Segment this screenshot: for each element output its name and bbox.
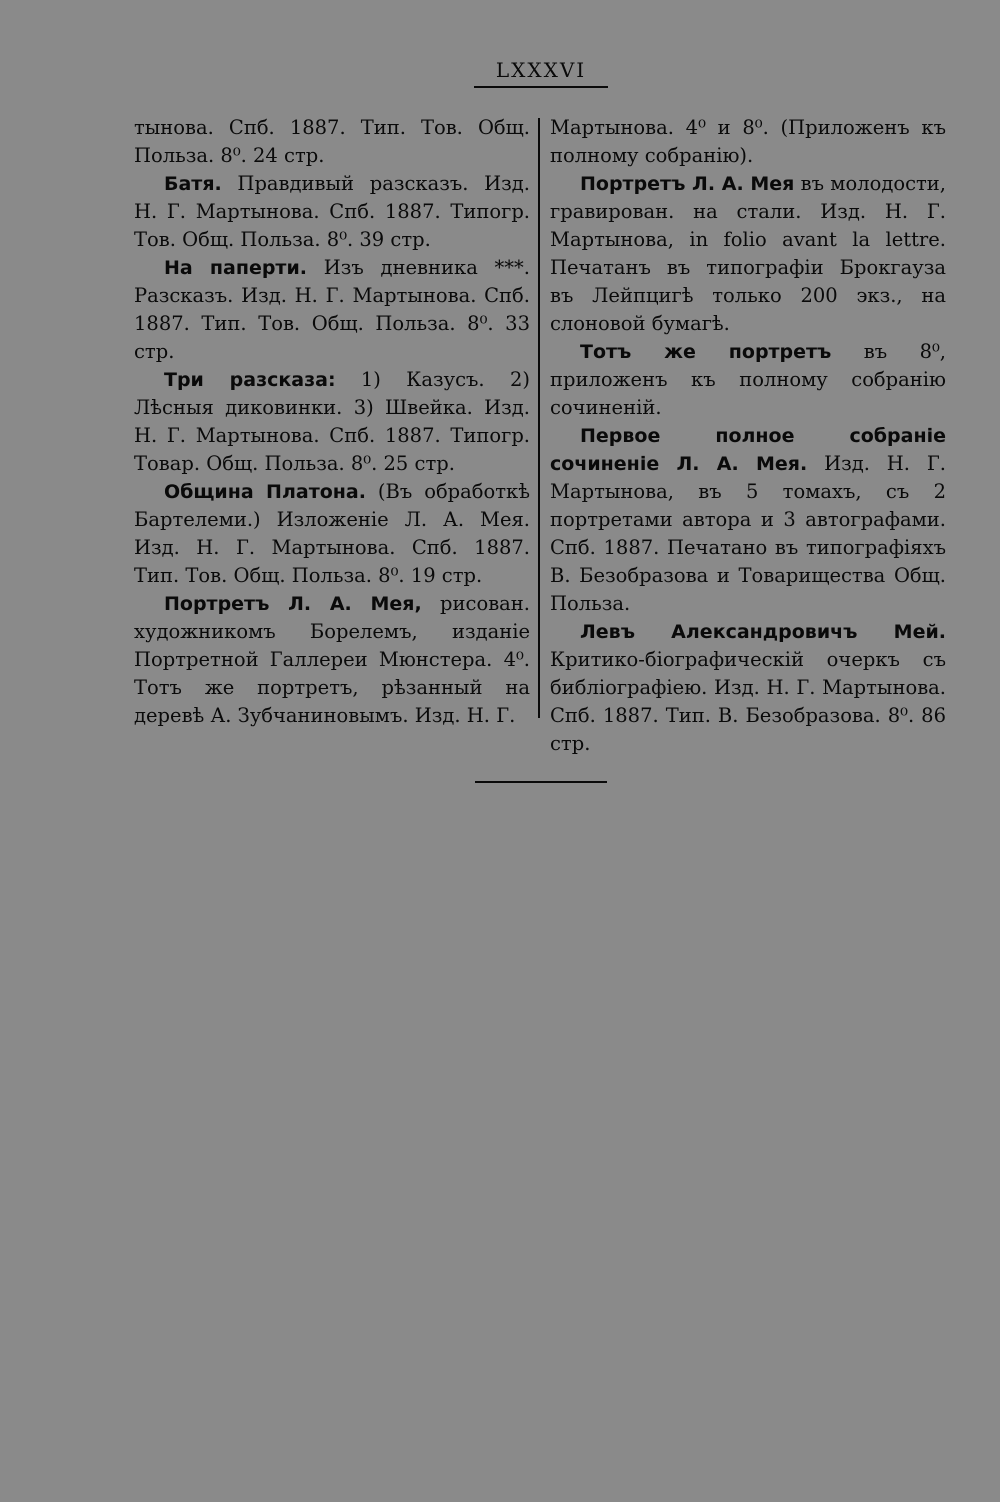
- entry-title: Портретъ Л. А. Мея: [580, 173, 795, 195]
- footer-rule: [475, 781, 607, 783]
- entry-title: Батя.: [164, 173, 222, 195]
- bibliography-entry: [550, 422, 946, 618]
- bibliography-entry: [134, 478, 530, 590]
- bibliography-entry: [134, 254, 530, 366]
- page-number: LXXXVI: [474, 58, 608, 88]
- bibliography-entry: [134, 366, 530, 478]
- bibliography-entry: [550, 170, 946, 338]
- entry-title: Община Платона.: [164, 481, 366, 503]
- bibliography-entry: [134, 114, 530, 170]
- bibliography-entry: [134, 170, 530, 254]
- entry-text: Изъ дневника ***. Разсказъ. Изд. Н. Г. Мартынова. Спб. 1887. Тип. Тов. Общ. Польза. 8⁰. 33 стр.: [134, 256, 530, 363]
- entry-text: Критико-біографическій очеркъ съ библіографіею. Изд. Н. Г. Мартынова. Спб. 1887. Тип. В. Безобразова. 8⁰. 86 стр.: [550, 648, 946, 755]
- column-divider: [538, 118, 540, 718]
- entry-text: (Въ обработкѣ Бартелеми.) Изложеніе Л. А. Мея. Изд. Н. Г. Мартынова. Спб. 1887. Тип. Тов. Общ. Польза. 8⁰. 19 стр.: [134, 480, 531, 587]
- entry-text: 1) Казусъ. 2) Лѣсныя диковинки. 3) Швейка. Изд. Н. Г. Мартынова. Спб. 1887. Типогр. Товар. Общ. Польза. 8⁰. 25 стр.: [134, 368, 530, 475]
- entry-text: Правдивый разсказъ. Изд. Н. Г. Мартынова. Спб. 1887. Типогр. Тов. Общ. Польза. 8⁰. 39 стр.: [134, 172, 530, 251]
- entry-title: Левъ Александровичъ Мей.: [580, 621, 946, 643]
- entry-title: Три разсказа:: [164, 369, 336, 391]
- entry-title: На паперти.: [164, 257, 307, 279]
- bibliography-entry: [134, 590, 530, 730]
- entry-text: Изд. Н. Г. Мартынова, въ 5 томахъ, съ 2 портретами автора и 3 автографами. Спб. 1887. Печатано въ типографіяхъ В. Безобразова и Товарищества Общ. Польза.: [550, 452, 946, 615]
- entry-title: Первое полное собраніе сочиненіе Л. А. Мея.: [550, 425, 946, 475]
- bibliography-entry: [550, 338, 946, 422]
- right-column: [550, 114, 946, 758]
- entry-text: Мартынова. 4⁰ и 8⁰. (Приложенъ къ полному собранію).: [550, 116, 946, 167]
- entry-text: рисован. художникомъ Борелемъ, изданіе Портретной Галлереи Мюнстера. 4⁰. Тотъ же портретъ, рѣзанный на деревѣ А. Зубчаниновымъ. Изд. Н. Г.: [134, 592, 530, 727]
- entry-text: въ 8⁰, приложенъ къ полному собранію сочиненій.: [550, 340, 946, 419]
- entry-text: въ молодости, гравирован. на стали. Изд. Н. Г. Мартынова, in folio avant la lettre. Печатанъ въ типографіи Брокгауза въ Лейпцигѣ только 200 экз., на слоновой бумагѣ.: [550, 172, 946, 335]
- bibliography-entry: [550, 618, 946, 758]
- entry-title: Тотъ же портретъ: [580, 341, 832, 363]
- bibliography-entry: [550, 114, 946, 170]
- entry-title: Портретъ Л. А. Мея,: [164, 593, 422, 615]
- entry-text: тынова. Спб. 1887. Тип. Тов. Общ. Польза. 8⁰. 24 стр.: [134, 116, 530, 167]
- left-column: [134, 114, 530, 730]
